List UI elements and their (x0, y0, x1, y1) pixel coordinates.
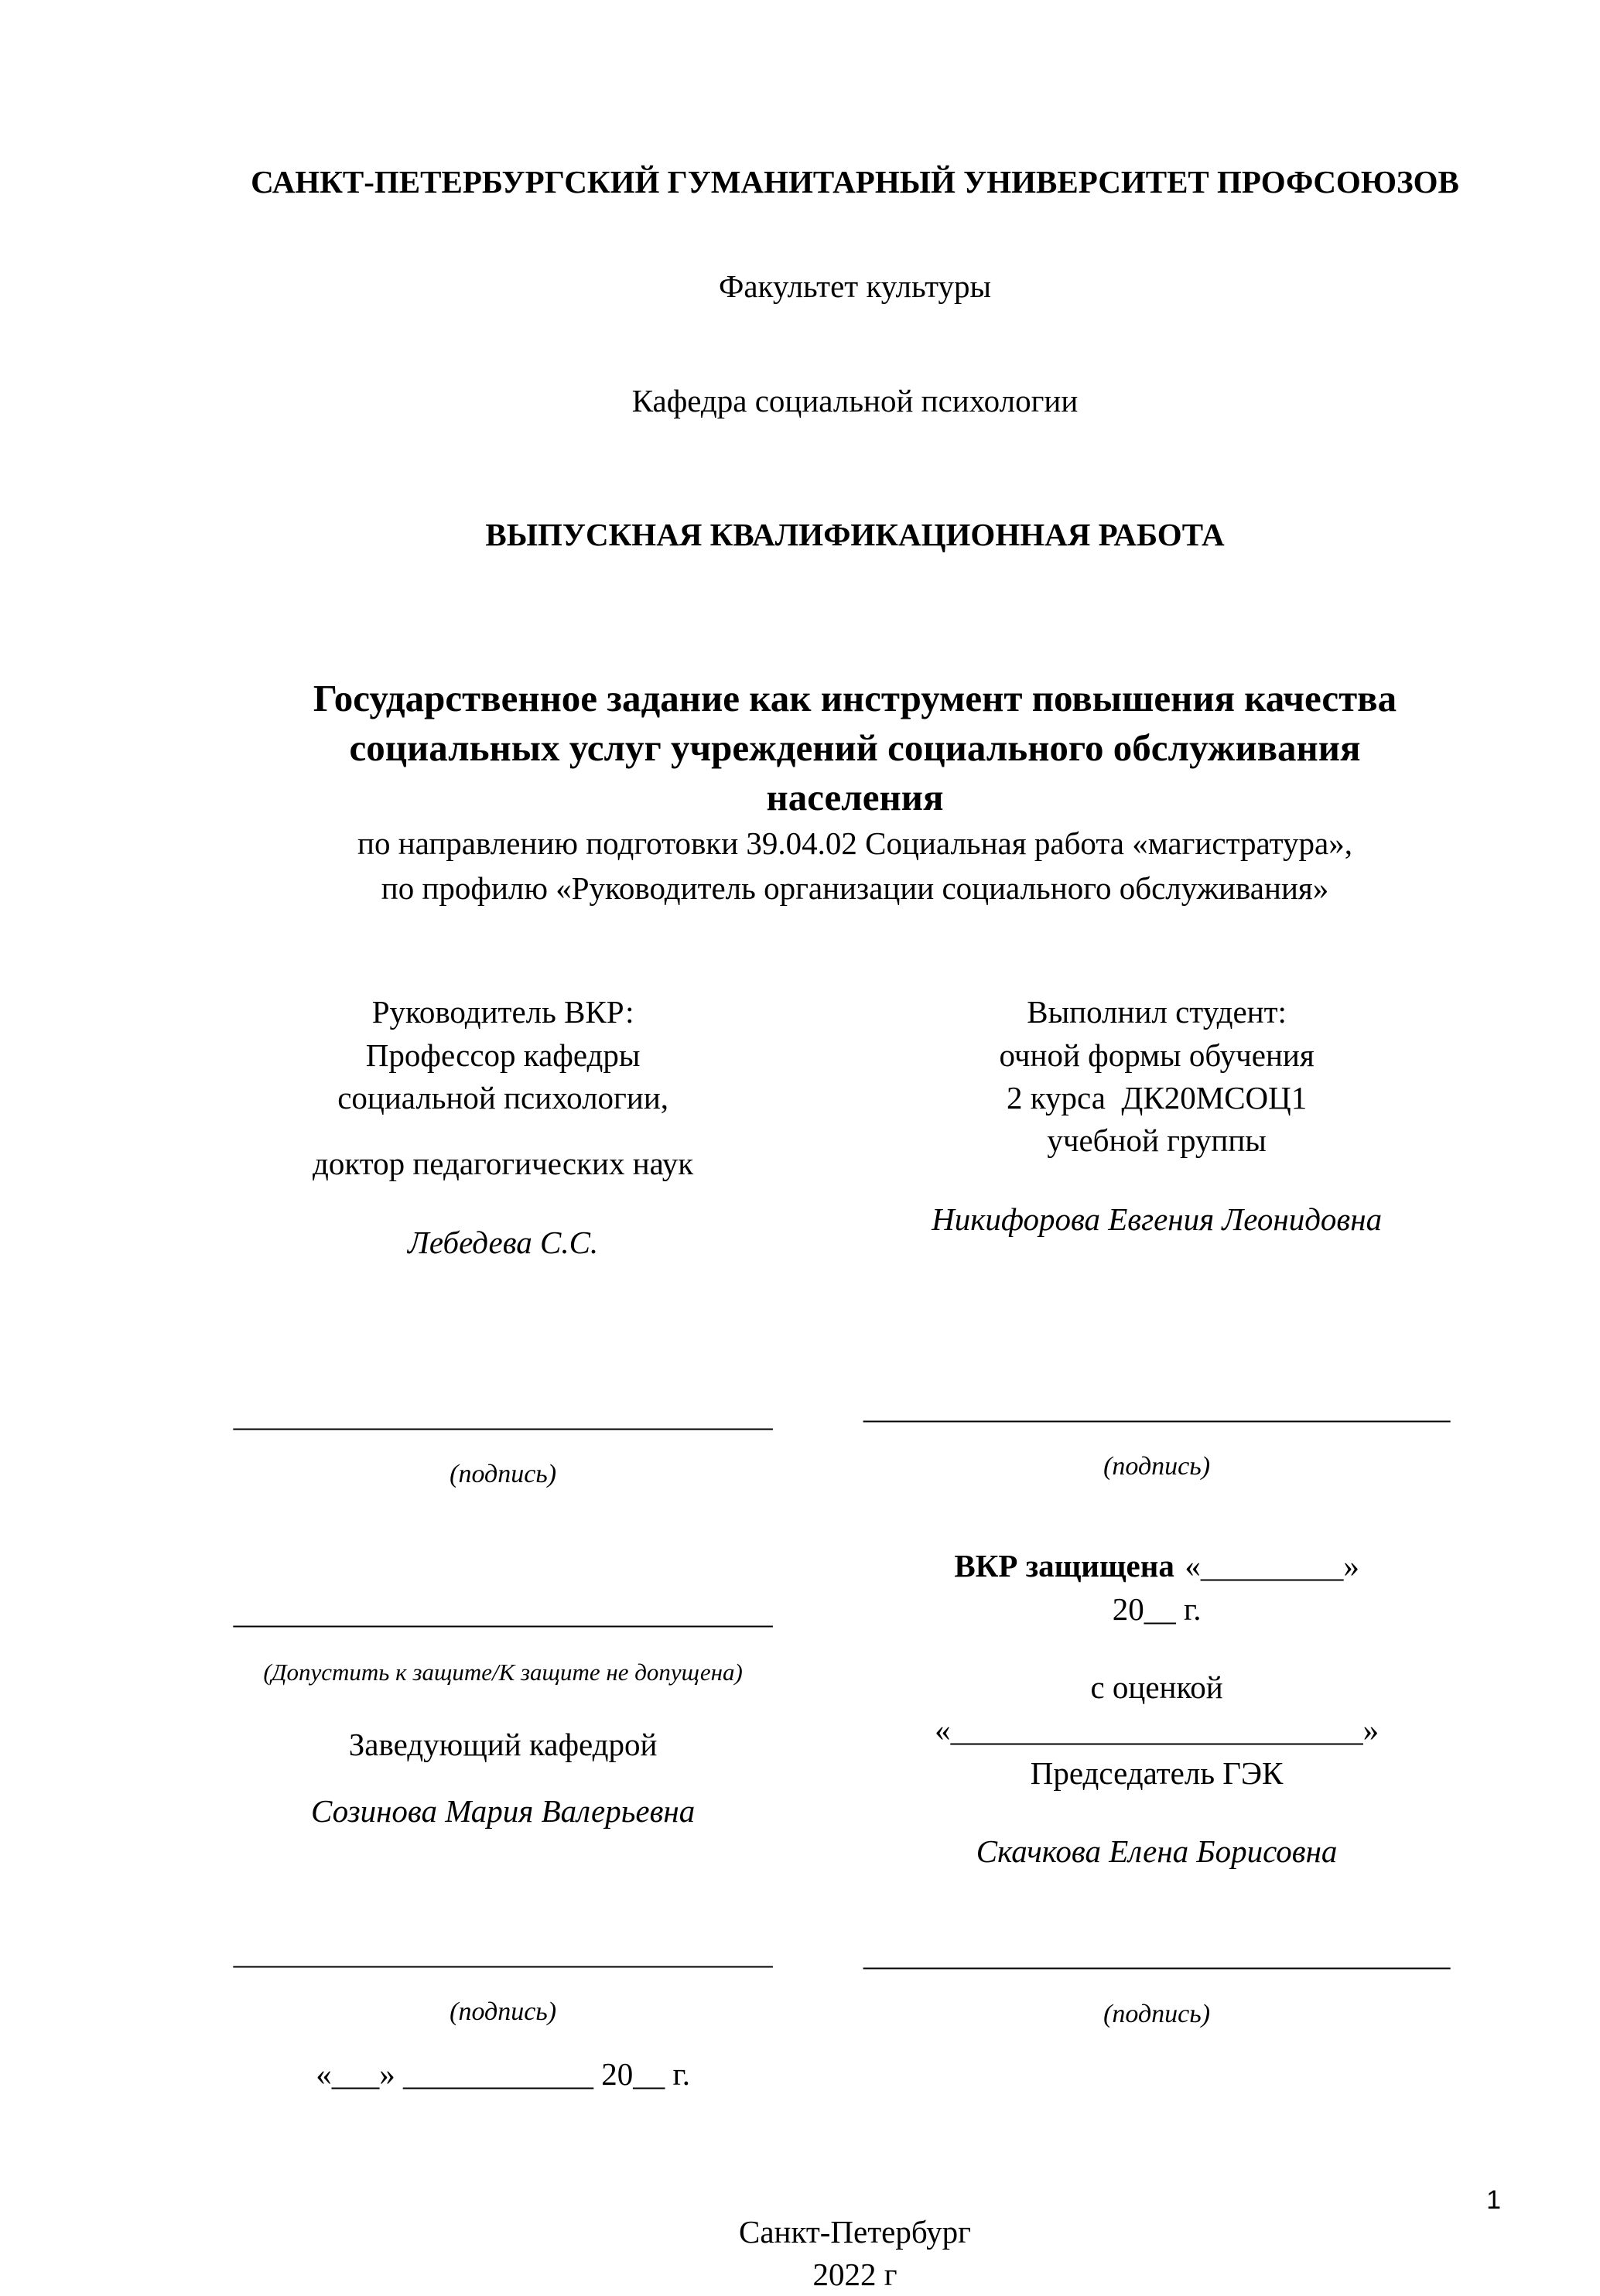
vkr-defended-label: ВКР защищена (954, 1548, 1174, 1584)
admission-caption: (Допустить к защите/К защите не допущена) (263, 1658, 743, 1686)
grade-label: с оценкой (1090, 1669, 1223, 1705)
student-group: учебной группы (1047, 1122, 1267, 1159)
supervisor-column (226, 991, 817, 2096)
gec-chair-name: Скачкова Елена Борисовна (976, 1833, 1338, 1869)
program-profile-line: по профилю «Руководитель организации социального обслуживания» (381, 870, 1329, 906)
vkr-defended-blank: «_________» (1185, 1548, 1359, 1584)
university-name: САНКТ-ПЕТЕРБУРГСКИЙ ГУМАНИТАРНЫЙ УНИВЕРСИТЕТ ПРОФСОЮЗОВ (251, 164, 1459, 200)
gec-chair-title: Председатель ГЭК (1030, 1754, 1284, 1791)
department-head-name: Созинова Мария Валерьевна (311, 1792, 696, 1829)
work-type-heading: ВЫПУСКНАЯ КВАЛИФИКАЦИОННАЯ РАБОТА (485, 517, 1225, 553)
vkr-year-line: 20__ г. (1112, 1590, 1202, 1627)
supervisor-position-line-1: Профессор кафедры (365, 1037, 641, 1073)
thesis-title-line-3: населения (766, 775, 944, 818)
student-form: очной формы обучения (999, 1037, 1315, 1073)
student-course: 2 курса ДК20МСОЦ1 (1006, 1079, 1308, 1116)
grade-blank-line: «__________________________» (935, 1712, 1379, 1748)
supervisor-heading: Руководитель ВКР: (371, 994, 634, 1030)
student-column (817, 991, 1484, 2096)
admission-blank-line: __________________________________ (233, 1594, 773, 1631)
gec-chair-signature-line: _____________________________________ (863, 1936, 1451, 1973)
department-head-title: Заведующий кафедрой (348, 1727, 658, 1763)
gec-chair-signature-caption: (подпись) (1103, 1999, 1211, 2028)
footer-block (226, 2211, 1484, 2296)
department-head-signature-caption: (подпись) (450, 1997, 557, 2027)
faculty-name: Факультет культуры (718, 268, 992, 305)
student-heading: Выполнил студент: (1027, 994, 1287, 1030)
thesis-title-block (226, 674, 1484, 911)
supervisor-position-line-2: социальной психологии, (337, 1079, 669, 1116)
footer-city: Санкт-Петербург (739, 2213, 971, 2250)
vkr-defended-line (829, 1545, 1484, 1587)
thesis-title-line-2: социальных услуг учреждений социального обслуживания (349, 726, 1361, 770)
department-head-signature-line: __________________________________ (233, 1935, 773, 1971)
supervisor-name: Лебедева С.С. (408, 1224, 599, 1260)
footer-year: 2022 г (812, 2256, 897, 2292)
page-number: 1 (1486, 2185, 1501, 2216)
supervisor-signature-line: __________________________________ (233, 1396, 773, 1433)
student-signature-line: _____________________________________ (863, 1389, 1451, 1425)
thesis-title-line-1: Государственное задание как инструмент повышения качества (313, 677, 1397, 720)
department-name: Кафедра социальной психологии (631, 382, 1079, 419)
supervisor-signature-caption: (подпись) (450, 1460, 557, 1489)
admission-date-line: «___» ____________ 20__ г. (316, 2056, 690, 2093)
supervisor-degree: доктор педагогических наук (313, 1146, 694, 1182)
student-signature-caption: (подпись) (1103, 1452, 1211, 1481)
student-name: Никифорова Евгения Леонидовна (932, 1201, 1383, 1237)
program-direction-line: по направлению подготовки 39.04.02 Социальная работа «магистратура», (357, 825, 1352, 862)
signatures-columns (226, 991, 1484, 2096)
